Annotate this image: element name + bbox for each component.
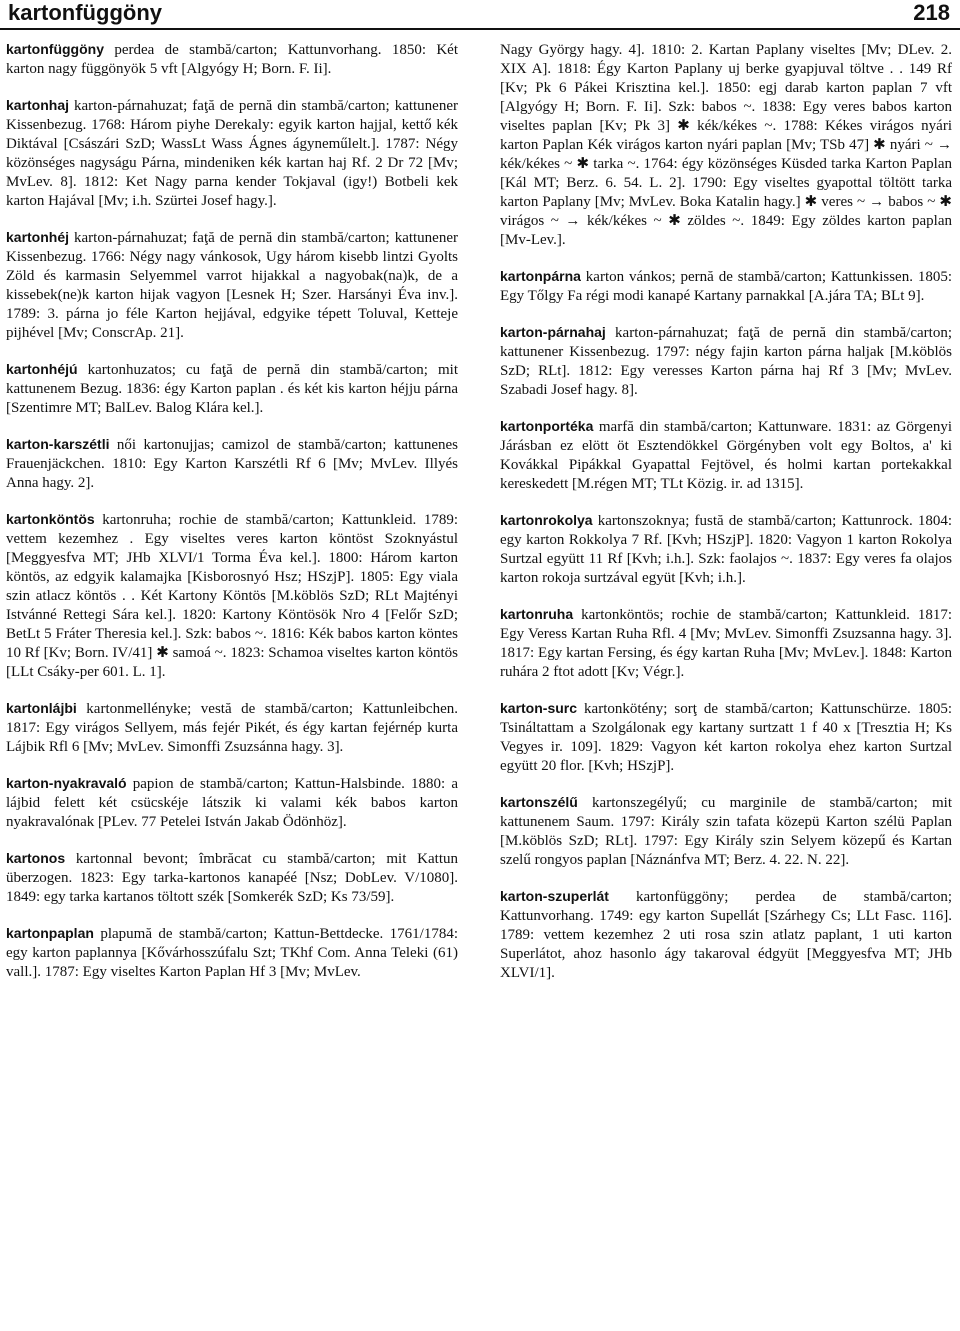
entry-body: kartonruha; rochie de stambă/carton; Kattunkleid. 1789: vettem kezemhez . Egy viseltes veres karton köntöst Szoknyástul [Meggyesfva MT; JHb XLVI/1 Torma Éva kel.]. 1800: Három karton köntös, az edgyik kalamajka [Kisborosnyó Hsz; HSzjP]. 1805: Egy viala szin atlacz köntös . . Két Kartony Köntös [M.köblös SzD; RLt Majtényi Istvánné Rettegi Sára kel.]. 1820: Kartony Köntösök Nro 4 [Felőr SzD; BetLt 5 Fráter Theresia kel.]. Szk: babos ~. 1816: Kék babos karton köntes 10 Rf [Kv; Born. IV/41] ✱ samoá ~. 1823: Schamoa viseltes karton köntös [LLt Csáky-per 601. L. 1]. bbox=[6, 512, 462, 680]
dictionary-entry bbox=[500, 699, 956, 776]
entry-headword: kartonfüggöny bbox=[6, 41, 104, 57]
entry-body: karton-párnahuzat; faţă de pernă din stambă/carton; kattunener Kissenbezug. 1766: Négy nagy vánkosok, Ugy három kisebb lintzi Gyolts Zöld és karmasin Selyemmel varrot hijakkal a nagyobak(na)k, de a kissebek(ne)k karton hijak vagyon [Lesnek H; Szer. Harsányi Éva inv.]. 1789: 3. párna jo féle Karton hejjával, edgyike tépett Toluval, Ketteje pijhével [Mv; ConscrAp. 21]. bbox=[6, 230, 462, 341]
entry-body: karton-párnahuzat; faţă de pernă din stambă/carton; kattunener Kissenbezug. 1797: négy fajin karton párna haljak [M.köblös SzD; RLt]. 1812: Egy veresses Karton párna haj Rf 3 [Mv; MvLev. Szabadi Josef hagy. 8]. bbox=[500, 325, 956, 398]
entry-headword: kartonhéjú bbox=[6, 361, 78, 377]
right-column bbox=[500, 40, 956, 1325]
entry-body: Nagy György hagy. 4]. 1810: 2. Kartan Paplany viseltes [Mv; DLev. 2. XIX A]. 1818: Égy Karton Paplany uj berke gyapjuval töltve . . 149 Rf [Kv; Pk 6 Pákei Krisztina kel.]. 1850: egj darab karton paplan 7 vft [Algyógy H; Born. F. Ii]. Szk: babos ~. 1838: Egy veres babos karton viseltes paplan [Kv; Pk 3] ✱ kék/kékes ~. 1788: Kékes virágos nyári karton Paplan Kék virágos karton nyári paplan [Mv; TSb 47] ✱ nyári ~ → kék/kékes ~ ✱ tarka ~. 1764: égy közönséges Küsded tarka Karton Paplan [Kál MT; Berz. 6. 54. L. 2]. 1790: Egy viseltes gyapottal töltött tarka karton Paplany [Mv; MvLev. Boka Katalin hagy.] ✱ veres ~ → babos ~ ✱ virágos ~ → kék/kékes ~ ✱ zöldes ~. 1849: Egy zöldes karton paplan [Mv-Lev.]. bbox=[500, 42, 956, 248]
running-head-word: kartonfüggöny bbox=[8, 0, 162, 25]
entry-headword: kartonos bbox=[6, 850, 66, 866]
dictionary-entry bbox=[6, 774, 462, 832]
entry-headword: kartonhaj bbox=[6, 97, 70, 113]
entry-body: kartonköntös; rochie de stambă/carton; Kattunkleid. 1817: Egy Veress Kartan Ruha Rfl. 4 [Mv; MvLev. Simonffi Zsuzsanna hagy. 3]. 1817: Egy kartan Fersing, és égy kartan Ruha [Mv; MvLev.]. 1848: Karton ruhára 2 ftot adott [Kv; Végr.]. bbox=[500, 607, 956, 680]
entry-headword: karton-párnahaj bbox=[500, 324, 606, 340]
entry-body: kartonszoknya; fustă de stambă/carton; Kattunrock. 1804: egy karton Rokkolya 7 Rf. [Kvh; HSzjP]. 1820: Vagyon 1 karton Rokolya Surtzal együtt 11 Rf [Kvh; i.h.]. Szk: faolajos ~. 1837: Egy veres fa olajos karton rokoja surtzával együt [Kvh; i.h.]. bbox=[500, 513, 956, 586]
entry-headword: karton-szuperlát bbox=[500, 888, 609, 904]
dictionary-entry bbox=[6, 360, 462, 418]
dictionary-entry bbox=[6, 849, 462, 907]
entry-headword: karton-nyakravaló bbox=[6, 775, 127, 791]
entry-body: karton-párnahuzat; faţă de pernă din stambă/carton; kattunener Kissenbezug. 1768: Három piyhe Derekaly: egyik karton hajjal, kettő kék Diktával [Császári SzD; WassLt Wass Ágnes ágyneműlelt.]. 1787: Négy közönséges nagyságu Párna, mindeniken kék kartan haj Rf. 2 Dr 72 [Mv; MvLev. 8]. 1812: Ket Nagy parna kender Tokjaval (igy!) Botbeli kek karton Hajával [Mv; i.h. Szürtei Josef hagy.]. bbox=[6, 98, 462, 209]
dictionary-entry-continued bbox=[500, 40, 956, 250]
entry-headword: kartonportéka bbox=[500, 418, 594, 434]
entry-body: papion de stambă/carton; Kattun-Halsbinde. 1880: a lájbid felett két csücskéje látszik ki valami kék babos karton nyakravalónak [PLev. 77 Petelei István Jakab Ödönhöz]. bbox=[6, 776, 462, 830]
dictionary-entry bbox=[6, 510, 462, 682]
dictionary-entry bbox=[6, 699, 462, 757]
entry-headword: karton-surc bbox=[500, 700, 578, 716]
dictionary-entry bbox=[500, 511, 956, 588]
dictionary-entry bbox=[500, 793, 956, 870]
dictionary-entry bbox=[500, 267, 956, 306]
entry-headword: kartonszélű bbox=[500, 794, 578, 810]
entry-body: kartonhuzatos; cu faţă de pernă din stambă/carton; mit kattunenem Bezug. 1836: égy Karton paplan . és két kis karton héjju párna [Szentimre MT; BalLev. Balog Klára kel.]. bbox=[6, 362, 462, 416]
entry-headword: kartonruha bbox=[500, 606, 574, 622]
dictionary-entry bbox=[500, 323, 956, 400]
dictionary-entry bbox=[500, 605, 956, 682]
entry-body: kartonkötény; sorţ de stambă/carton; Kattunschürze. 1805: Tsináltattam a Szolgálonak egy kartany surtzatt 1 f 40 x [Tresztia H; Ks Vegyes ir. 109]. 1829: Vagyon két karton rokolya ehez karton Surtzal együtt 20 flor. [Kvh; HSzjP]. bbox=[500, 701, 956, 774]
entry-body: kartonmellényke; vestă de stambă/carton; Kattunleibchen. 1817: Egy virágos Sellyem, más fejér Pikét, és égy kartan fejérnép kurta Lájbik Rfl 6 [Mv; MvLev. Simonffi Zsuzsánna hagy. 3]. bbox=[6, 701, 462, 755]
entry-headword: karton-karszétli bbox=[6, 436, 110, 452]
entry-body: kartonfüggöny; perdea de stambă/carton; Kattunvorhang. 1749: egy karton Supellát [Szárhegy Cs; LLt Fasc. 116]. 1789: vettem kezemhez 2 uti rosa szin atlatz paplant, 1 uti karton Superlátot, ahoz hasonlo ágy takaroval édgyüt [Meggyesfva MT; JHb XLVI/1]. bbox=[500, 889, 956, 981]
entry-headword: kartonlájbi bbox=[6, 700, 77, 716]
entry-body: perdea de stambă/carton; Kattunvorhang. 1850: Két karton nagy függönyök 5 vft [Algyógy H; Born. F. Ii]. bbox=[6, 42, 462, 77]
dictionary-entry bbox=[500, 887, 956, 983]
page-header bbox=[0, 0, 960, 30]
entry-body: marfă din stambă/carton; Kattunware. 1831: az Görgenyi Járásban ez elött öt Esztendökkel Görgényben volt egy Boltos, a' ki Kovákkal Pipákkal Gyapattal Fejtövel, és holmi kartan portekakkal kereskedett [M.régen MT; TLt Közig. ir. ad 1315]. bbox=[500, 419, 956, 492]
entry-body: plapumă de stambă/carton; Kattun-Bettdecke. 1761/1784: egy karton paplannya [Kővárhosszúfalu Szt; TKhf Com. Anna Teleki (61) vall.]. 1787: Egy viseltes Karton Paplan Hf 3 [Mv; MvLev. bbox=[6, 926, 462, 980]
dictionary-entry bbox=[6, 40, 462, 79]
entry-headword: kartonpaplan bbox=[6, 925, 94, 941]
left-column bbox=[6, 40, 462, 1325]
entry-headword: kartonköntös bbox=[6, 511, 95, 527]
dictionary-entry bbox=[500, 417, 956, 494]
entry-body: női kartonujjas; camizol de stambă/carton; kattunenes Frauenjäckchen. 1810: Egy Karton Karszétli Rf 6 [Mv; MvLev. Illyés Anna hagy. 2]. bbox=[6, 437, 462, 491]
entry-body: kartonnal bevont; îmbrăcat cu stambă/carton; mit Kattun überzogen. 1823: Egy tarka-kartonos kanapéé [Nsz; DobLev. V/1080]. 1849: egy tarka kartanos töltott szék [Somkerék SzD; Ks 73/59]. bbox=[6, 851, 462, 905]
dictionary-entry bbox=[6, 228, 462, 343]
dictionary-entry bbox=[6, 435, 462, 493]
page-number: 218 bbox=[913, 0, 950, 25]
dictionary-entry bbox=[6, 924, 462, 982]
entry-headword: kartonrokolya bbox=[500, 512, 593, 528]
entry-headword: kartonhéj bbox=[6, 229, 70, 245]
entry-body: kartonszegélyű; cu marginile de stambă/carton; mit kattunenem Saum. 1797: Király szin tafata közepü Karton szélü Paplan [M.köblös SzD; RLt]. 1797: Egy Király szin Selyem közepű és Kartan szelű rongyos paplan [Náznánfva MT; Berz. 4. 22. N. 22]. bbox=[500, 795, 956, 868]
dictionary-entry bbox=[6, 96, 462, 211]
entry-body: karton vánkos; pernă de stambă/carton; Kattunkissen. 1805: Egy Tőlgy Fa régi modi kanapé Kartany parnakkal [A.jára TA; BLt 9]. bbox=[500, 269, 956, 304]
entry-headword: kartonpárna bbox=[500, 268, 581, 284]
